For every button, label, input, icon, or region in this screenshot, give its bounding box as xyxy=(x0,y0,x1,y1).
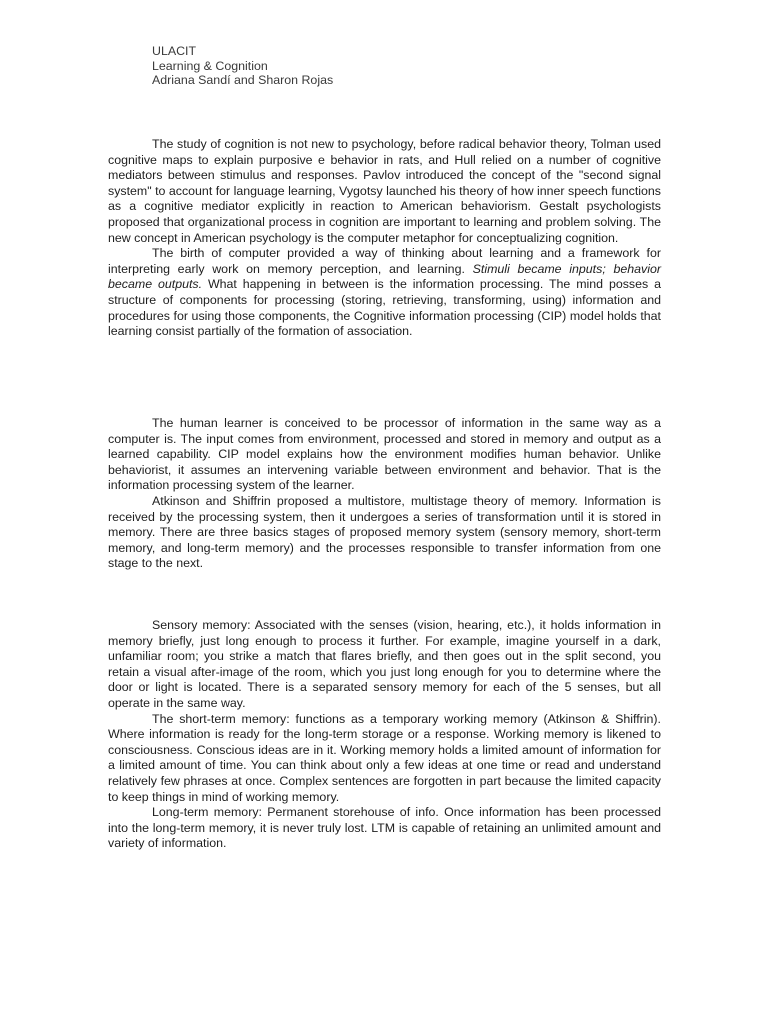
section-human-learner xyxy=(108,416,661,572)
italic-emphasis: Stimuli became inputs; behavior became outputs. xyxy=(108,261,661,292)
paragraph-sensory-memory: Sensory memory: Associated with the senses (vision, hearing, etc.), it holds information in memory briefly, just long enough to process it further. For example, imagine yourself in a dark, unfamiliar room; you strike a match that flares briefly, and then goes out in the split second, you retain a visual after-image of the room, which you just long enough for you to determine where the door or light is located. There is a separated sensory memory for each of the 5 senses, but all operate in the same way. xyxy=(108,618,661,710)
author-names: Adriana Sandí and Sharon Rojas xyxy=(152,73,334,87)
document-header xyxy=(152,44,333,88)
paragraph-text: The birth of computer provided a way of thinking about learning and a framework for interpreting early work on memory perception, and learning. xyxy=(108,246,661,276)
paragraph-text: What happening in between is the information processing. The mind posses a structure of components for processing (storing, retrieving, transforming, using) information and procedures for using those components, the Cognitive information processing (CIP) model holds that learning consist partially of the formation of association. xyxy=(108,277,661,339)
paragraph-short-term-memory: The short-term memory: functions as a temporary working memory (Atkinson & Shiffrin). Where information is ready for the long-term storage or a response. Working memory is likened to consciousness. Conscious ideas are in it. Working memory holds a limited amount of information for a limited amount of time. You can think about only a few ideas at one time or read and understand relatively few phrases at once. Complex sentences are forgotten in part because the limited capacity to keep things in mind of working memory. xyxy=(108,711,661,804)
institution-name: ULACIT xyxy=(152,44,197,58)
paragraph-human-learner: The human learner is conceived to be processor of information in the same way as a computer is. The input comes from environment, processed and stored in memory and output as a learned capability. CIP model explains how the environment modifies human behavior. Unlike behaviorist, it assumes an intervening variable between environment and behavior. That is the information processing system of the learner. xyxy=(108,416,661,493)
section-cognition-history xyxy=(108,137,661,340)
section-memory-stages xyxy=(108,618,661,852)
paragraph-computer-metaphor xyxy=(108,246,661,340)
paragraph-long-term-memory: Long-term memory: Permanent storehouse of info. Once information has been processed into the long-term memory, it is never truly lost. LTM is capable of retaining an unlimited amount and variety of information. xyxy=(108,805,661,851)
paragraph-cognition-study: The study of cognition is not new to psychology, before radical behavior theory, Tolman used cognitive maps to explain purposive e behavior in rats, and Hull relied on a number of cognitive mediators between stimulus and responses. Pavlov introduced the concept of the "second signal system" to account for language learning, Vygotsy launched his theory of how inner speech functions as a cognitive mediator explicitly in reaction to American behaviorism. Gestalt psychologists proposed that organizational process in cognition are important to learning and problem solving. The new concept in American psychology is the computer metaphor for conceptualizing cognition. xyxy=(108,137,661,245)
course-title: Learning & Cognition xyxy=(152,58,268,73)
paragraph-atkinson-shiffrin: Atkinson and Shiffrin proposed a multistore, multistage theory of memory. Information is received by the processing system, then it undergoes a series of transformation until it is stored in memory. There are three basics stages of proposed memory system (sensory memory, short-term memory, and long-term memory) and the processes responsible to transfer information from one stage to the next. xyxy=(108,493,661,571)
